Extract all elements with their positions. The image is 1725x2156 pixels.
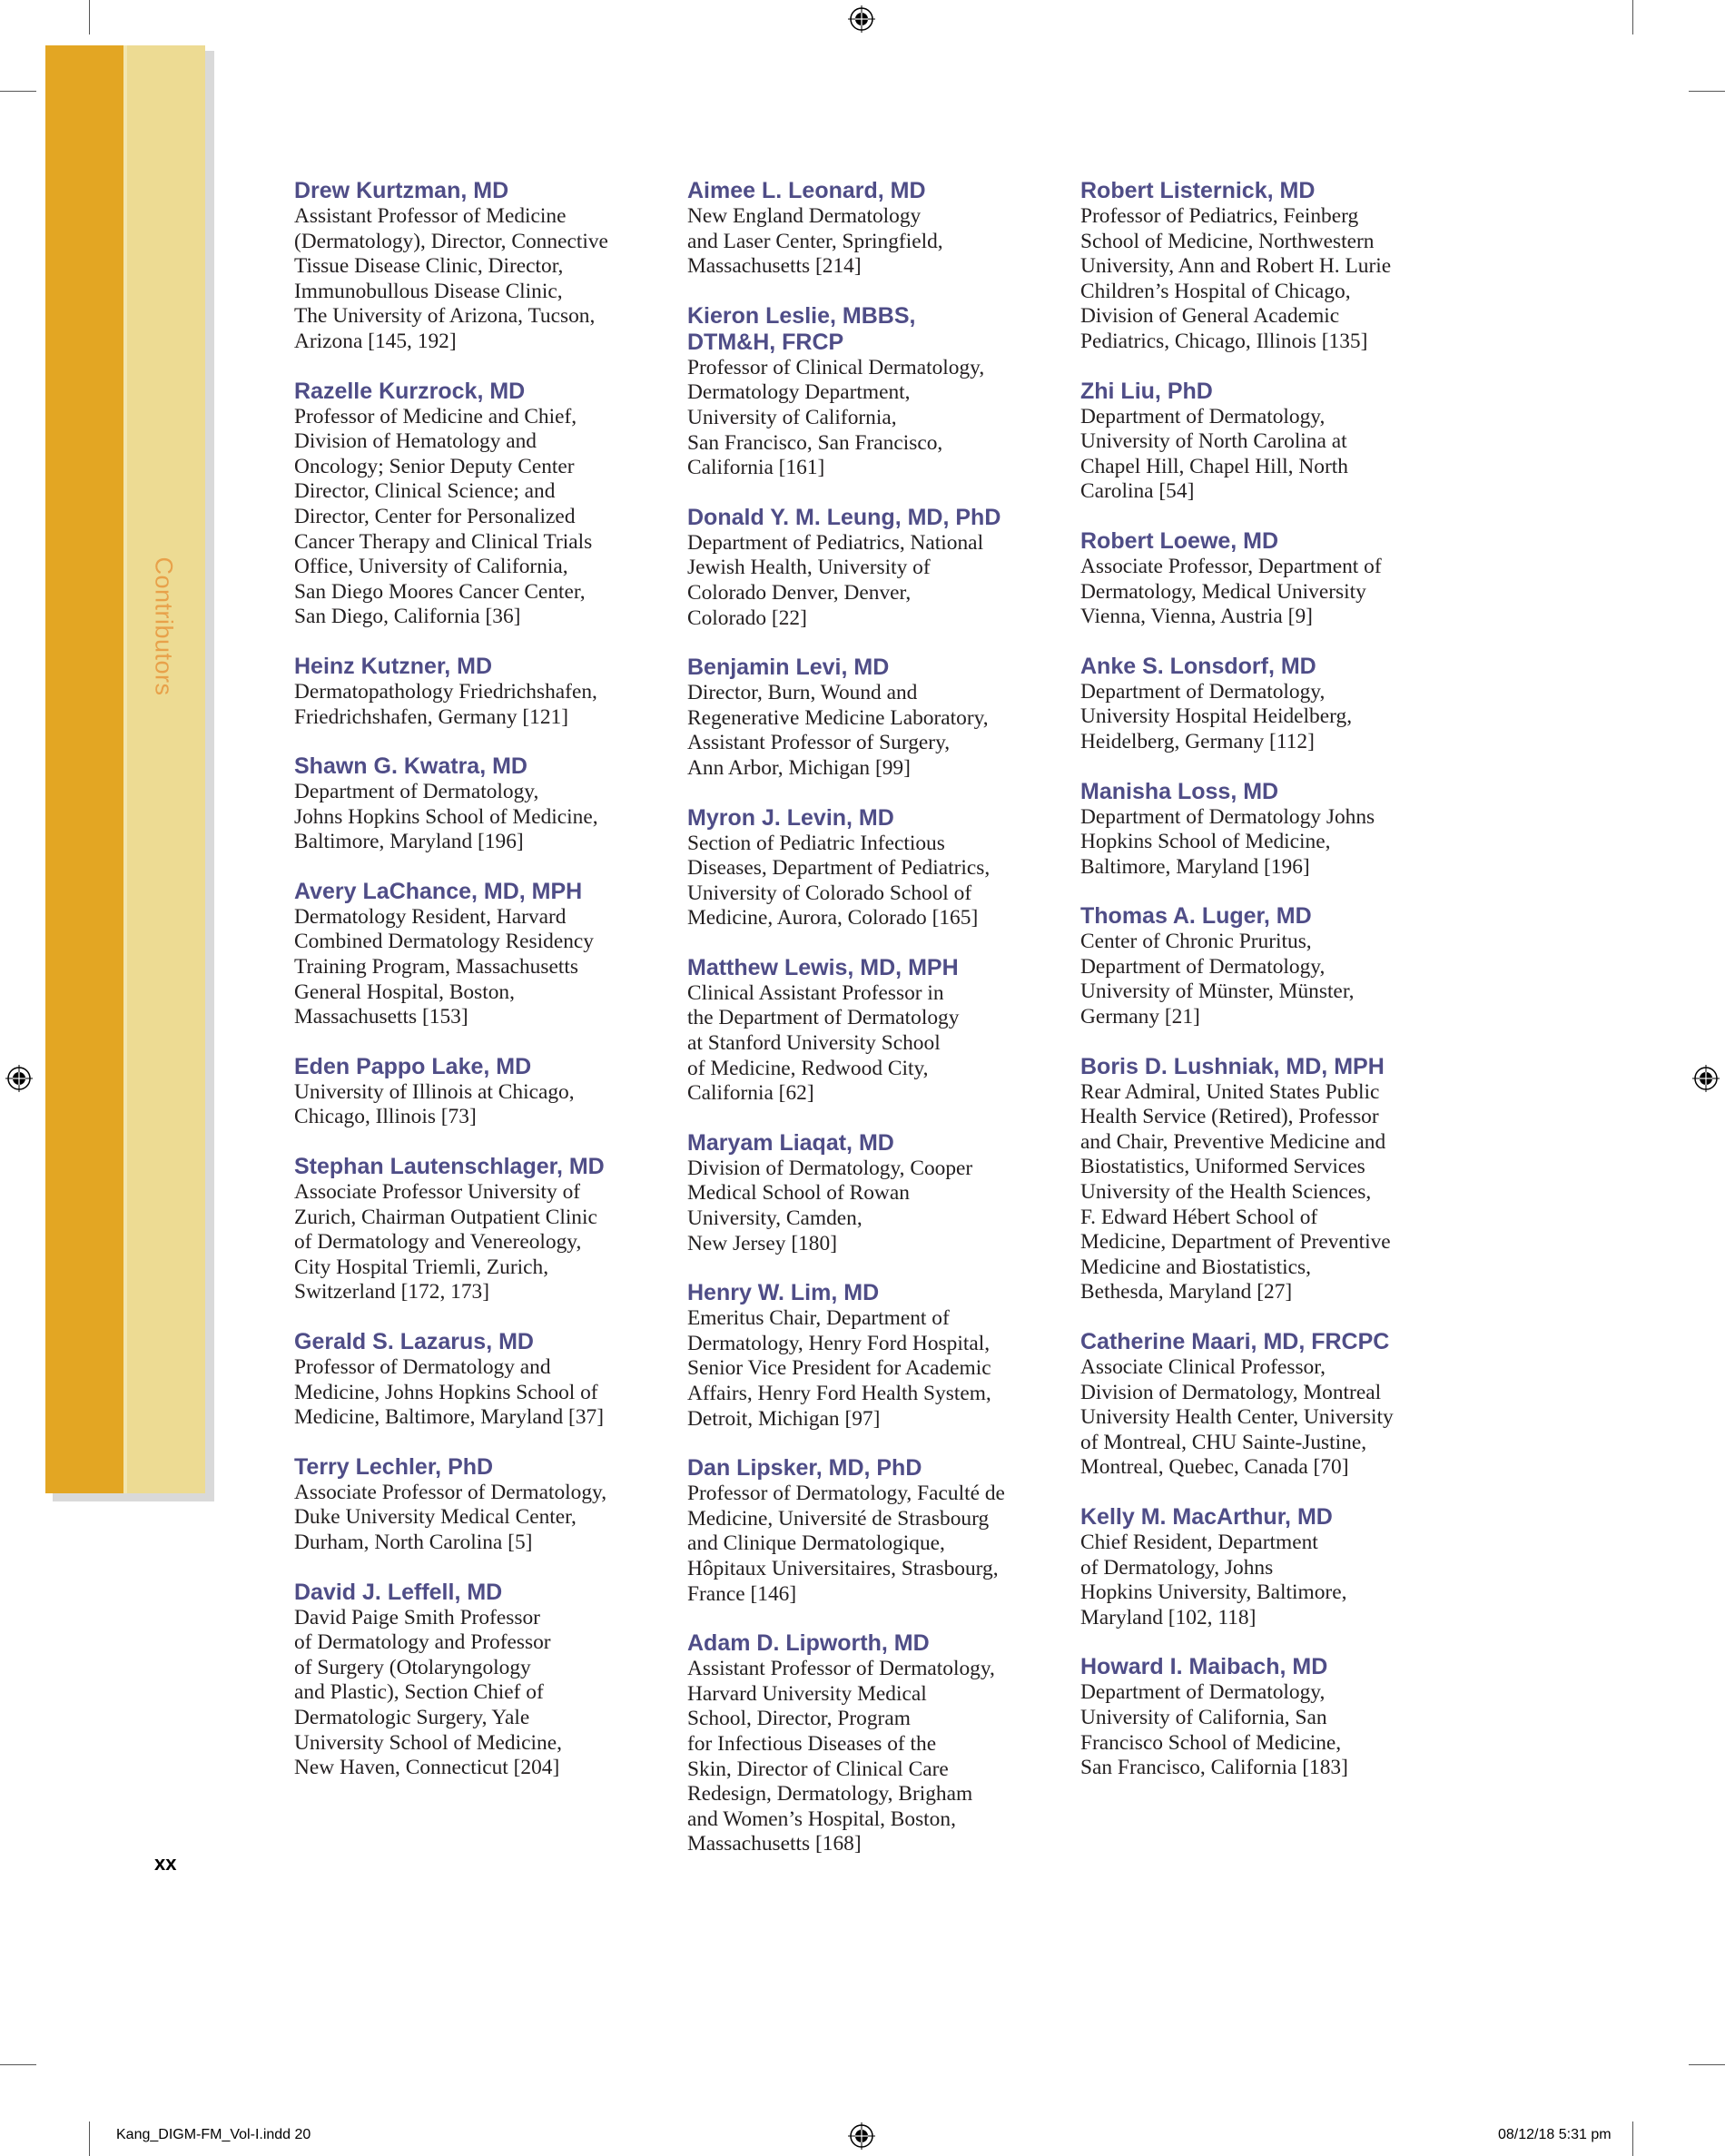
contributor-affiliation: Section of Pediatric Infectious Diseases, Department of Pediatrics, University of Colorado School of Medicine, Aurora, Colorado [165] — [687, 831, 991, 930]
contributor-column-3 — [1080, 178, 1439, 1805]
contributor-affiliation: Professor of Clinical Dermatology, Dermatology Department, University of California, San Francisco, San Francisco, California [161] — [687, 355, 985, 480]
contributor-name: Drew Kurtzman, MD — [294, 178, 509, 203]
contributor-affiliation: Clinical Assistant Professor in the Department of Dermatology at Stanford University School of Medicine, Redwood City, California [62] — [687, 980, 960, 1106]
contributor-affiliation: Department of Dermatology, Johns Hopkins School of Medicine, Baltimore, Maryland [196] — [294, 780, 598, 854]
contributor-name: Razelle Kurzrock, MD — [294, 378, 526, 404]
contributor-name: Avery LaChance, MD, MPH — [294, 878, 583, 904]
contributor-entry — [1080, 1504, 1439, 1630]
contributor-affiliation: David Paige Smith Professor of Dermatology and Professor of Surgery (Otolaryngology and Plastic), Section Chief of Dermatologic Surgery, Yale University School of Medicine, New Haven, Connecticut [204] — [294, 1605, 562, 1780]
contributor-name: Eden Pappo Lake, MD — [294, 1053, 532, 1079]
contributor-column-1 — [294, 178, 653, 1805]
contributor-name: Henry W. Lim, MD — [687, 1280, 880, 1306]
contributor-entry — [1080, 1654, 1439, 1780]
crop-mark — [1632, 2122, 1633, 2156]
sidebar-section-label: Contributors — [150, 556, 178, 696]
contributor-affiliation: Center of Chronic Pruritus, Department of Dermatology, University of Münster, Münster, Germany [21] — [1080, 930, 1355, 1029]
contributor-affiliation: Division of Dermatology, Cooper Medical School of Rowan University, Camden, New Jersey [180] — [687, 1156, 973, 1255]
contributor-entry — [294, 1329, 653, 1431]
crop-mark — [0, 2064, 36, 2065]
contributor-affiliation: Associate Professor, Department of Dermatology, Medical University Vienna, Vienna, Austria [9] — [1080, 554, 1382, 629]
contributor-affiliation: University of Illinois at Chicago, Chicago, Illinois [73] — [294, 1079, 575, 1129]
contributor-entry — [294, 379, 653, 630]
contributor-column-2 — [687, 178, 1046, 1881]
contributor-entry — [687, 1280, 1046, 1432]
contributor-entry — [1080, 654, 1439, 755]
contributor-entry — [1080, 178, 1439, 355]
contributor-affiliation: Associate Professor of Dermatology, Duke University Medical Center, Durham, North Carolina [5] — [294, 1480, 607, 1554]
contributor-name: Gerald S. Lazarus, MD — [294, 1329, 534, 1354]
contributor-name: Zhi Liu, PhD — [1080, 378, 1213, 404]
contributor-name: Robert Loewe, MD — [1080, 527, 1279, 554]
contributor-affiliation: Department of Dermatology Johns Hopkins School of Medicine, Baltimore, Maryland [196] — [1080, 804, 1375, 879]
contributor-entry — [687, 303, 1046, 481]
contributor-entry — [294, 753, 653, 855]
contributor-affiliation: Chief Resident, Department of Dermatology, Johns Hopkins University, Baltimore, Maryland [102, 118] — [1080, 1530, 1347, 1629]
contributor-affiliation: Department of Dermatology, University of California, San Francisco School of Medicine, San Francisco, California [183] — [1080, 1680, 1348, 1780]
sidebar-orange-band — [45, 45, 123, 1493]
contributor-affiliation: Professor of Medicine and Chief, Division of Hematology and Oncology; Senior Deputy Center Director, Clinical Science; and Director, Center for Personalized Cancer Therapy and Clinical Trials Office, University of California, San Diego Moores Cancer Center, San Diego, California [36] — [294, 404, 593, 629]
contributor-entry — [294, 1454, 653, 1556]
contributor-affiliation: Department of Pediatrics, National Jewish Health, University of Colorado Denver, Denver, Colorado [22] — [687, 530, 984, 630]
contributor-entry — [687, 178, 1046, 280]
contributor-entry — [1080, 379, 1439, 505]
contributor-entry — [687, 505, 1046, 631]
contributor-entry — [294, 1580, 653, 1781]
contributor-name: Manisha Loss, MD — [1080, 778, 1279, 804]
contributor-entry — [1080, 1329, 1439, 1481]
slug-datetime: 08/12/18 5:31 pm — [1498, 2127, 1612, 2142]
contributor-entry — [687, 1630, 1046, 1857]
contributor-name: Donald Y. M. Leung, MD, PhD — [687, 504, 1001, 530]
contributor-name: Robert Listernick, MD — [1080, 178, 1316, 203]
contributor-affiliation: Department of Dermatology, University Hospital Heidelberg, Heidelberg, Germany [112] — [1080, 679, 1353, 753]
contributor-name: Adam D. Lipworth, MD — [687, 1630, 930, 1657]
contributor-affiliation: Director, Burn, Wound and Regenerative Medicine Laboratory, Assistant Professor of Surgery, Ann Arbor, Michigan [99] — [687, 681, 989, 780]
contributor-name: Boris D. Lushniak, MD, MPH — [1080, 1053, 1385, 1079]
contributor-entry — [687, 955, 1046, 1107]
contributor-entry — [294, 178, 653, 355]
contributor-affiliation: Dermatology Resident, Harvard Combined Dermatology Residency Training Program, Massachusetts General Hospital, Boston, Massachusetts [153] — [294, 904, 595, 1029]
contributor-entry — [294, 654, 653, 730]
contributor-name: Kelly M. MacArthur, MD — [1080, 1503, 1333, 1530]
contributor-affiliation: Dermatopathology Friedrichshafen, Friedrichshafen, Germany [121] — [294, 679, 597, 729]
contributor-entry — [1080, 1054, 1439, 1305]
contributor-entry — [687, 805, 1046, 931]
contributor-name: Heinz Kutzner, MD — [294, 653, 493, 679]
contributor-entry — [294, 1054, 653, 1130]
contributor-entry — [1080, 528, 1439, 630]
contributor-entry — [1080, 903, 1439, 1029]
contributor-affiliation: Associate Clinical Professor, Division of Dermatology, Montreal University Health Center, University of Montreal, CHU Sainte-Justine, Montreal, Quebec, Canada [70] — [1080, 1355, 1394, 1480]
contributor-name: Benjamin Levi, MD — [687, 655, 890, 681]
contributor-entry — [687, 655, 1046, 781]
crop-mark — [1632, 0, 1633, 34]
page-number: xx — [154, 1852, 177, 1875]
contributor-entry — [294, 1154, 653, 1305]
contributor-name: Kieron Leslie, MBBS, DTM&H, FRCP — [687, 302, 916, 355]
registration-mark-icon — [1692, 1065, 1720, 1092]
registration-mark-icon — [5, 1065, 33, 1092]
crop-mark — [1689, 2064, 1725, 2065]
contributor-name: Aimee L. Leonard, MD — [687, 178, 926, 203]
contributor-name: Shawn G. Kwatra, MD — [294, 753, 527, 780]
contributor-affiliation: Associate Professor University of Zurich, Chairman Outpatient Clinic of Dermatology and Venereology, City Hospital Triemli, Zurich, Switzerland [172, 173] — [294, 1180, 597, 1304]
contributor-affiliation: Assistant Professor of Medicine (Dermatology), Director, Connective Tissue Disease Clinic, Director, Immunobullous Disease Clinic, The University of Arizona, Tucson, Arizona [145, 192] — [294, 204, 608, 353]
crop-mark — [89, 0, 90, 34]
contributor-affiliation: Assistant Professor of Dermatology, Harvard University Medical School, Director, Program for Infectious Diseases of the Skin, Director of Clinical Care Redesign, Dermatology, Brigham and Women’s Hospital, Boston, Massachusetts [168] — [687, 1657, 995, 1856]
crop-mark — [1689, 91, 1725, 92]
contributor-name: Howard I. Maibach, MD — [1080, 1654, 1328, 1680]
contributor-affiliation: Professor of Dermatology, Faculté de Medicine, Université de Strasbourg and Clinique Dermatologique, Hôpitaux Universitaires, Strasbourg, France [146] — [687, 1482, 1005, 1606]
crop-mark — [0, 91, 36, 92]
contributor-name: Matthew Lewis, MD, MPH — [687, 954, 959, 980]
contributor-name: Dan Lipsker, MD, PhD — [687, 1455, 922, 1482]
contributor-name: Catherine Maari, MD, FRCPC — [1080, 1329, 1390, 1354]
contributor-entry — [294, 879, 653, 1030]
contributor-affiliation: Department of Dermatology, University of North Carolina at Chapel Hill, Chapel Hill, North Carolina [54] — [1080, 404, 1348, 504]
crop-mark — [89, 2122, 90, 2156]
contributor-affiliation: Professor of Pediatrics, Feinberg School of Medicine, Northwestern University, Ann and Robert H. Lurie Children’s Hospital of Chicago, Division of General Academic Pediatrics, Chicago, Illinois [135] — [1080, 204, 1392, 353]
sidebar-cream-band — [123, 45, 205, 1493]
registration-mark-icon — [848, 5, 875, 33]
contributor-affiliation: Rear Admiral, United States Public Health Service (Retired), Professor and Chair, Preventive Medicine and Biostatistics, Uniformed Services University of the Health Sciences, F. Edward Hébert School of Medicine, Department of Preventive Medicine and Biostatistics, Bethesda, Maryland [27] — [1080, 1079, 1391, 1304]
contributor-name: Maryam Liaqat, MD — [687, 1129, 894, 1156]
contributor-name: Stephan Lautenschlager, MD — [294, 1154, 605, 1180]
contributor-name: David J. Leffell, MD — [294, 1579, 503, 1605]
contributor-name: Terry Lechler, PhD — [294, 1453, 494, 1480]
contributor-affiliation: Emeritus Chair, Department of Dermatology, Henry Ford Hospital, Senior Vice President for Academic Affairs, Henry Ford Health System, Detroit, Michigan [97] — [687, 1306, 991, 1431]
contributor-entry — [687, 1455, 1046, 1607]
contributor-entry — [687, 1130, 1046, 1256]
contributor-affiliation: Professor of Dermatology and Medicine, Johns Hopkins School of Medicine, Baltimore, Maryland [37] — [294, 1355, 605, 1430]
contributor-name: Myron J. Levin, MD — [687, 804, 894, 831]
slug-filename: Kang_DIGM-FM_Vol-I.indd 20 — [116, 2127, 311, 2142]
contributor-affiliation: New England Dermatology and Laser Center, Springfield, Massachusetts [214] — [687, 204, 943, 279]
registration-mark-icon — [848, 2122, 875, 2150]
contributor-entry — [1080, 779, 1439, 881]
contributor-name: Thomas A. Luger, MD — [1080, 903, 1312, 930]
contributor-name: Anke S. Lonsdorf, MD — [1080, 653, 1316, 679]
